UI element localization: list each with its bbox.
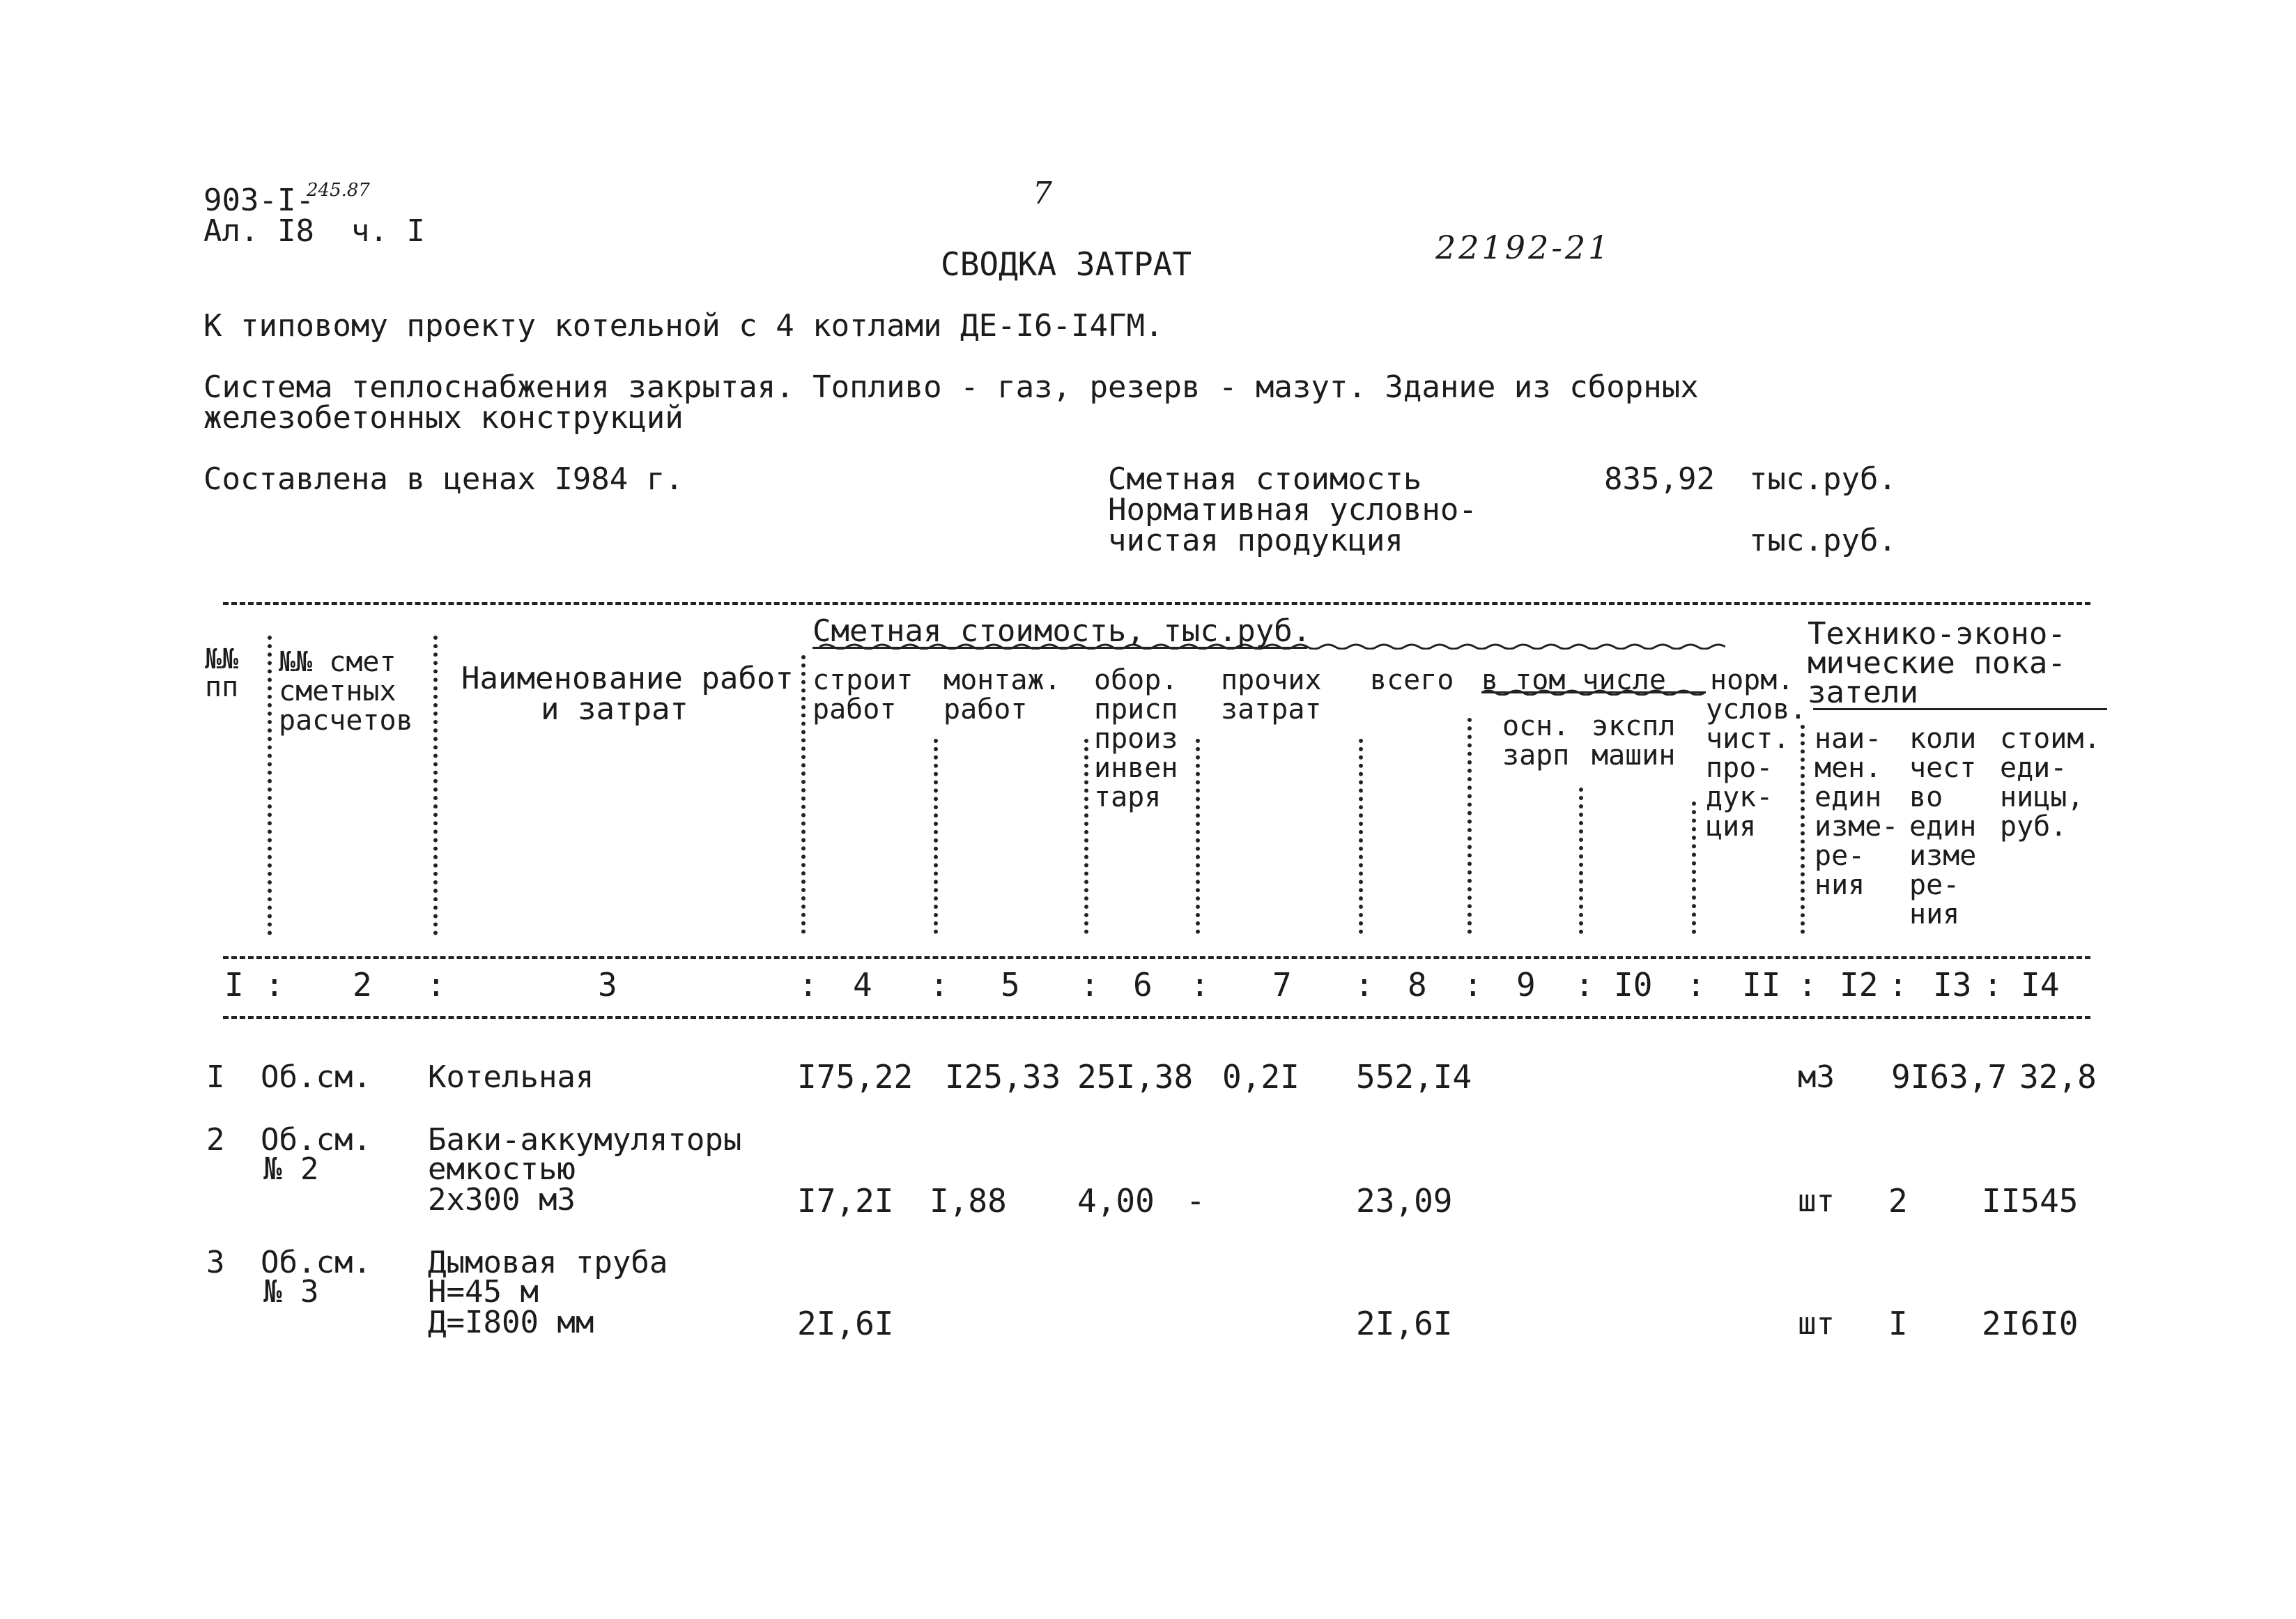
colnum-7: 7 <box>1272 966 1292 1004</box>
document-stamp-number: 22192-21 <box>1435 229 1612 266</box>
hdr-c11-f: ция <box>1706 811 1757 843</box>
sep-6-7 <box>1196 739 1200 934</box>
colnum-sep: : <box>1888 966 1908 1004</box>
hdr-num-b: пп <box>205 671 239 703</box>
colnum-11: II <box>1742 966 1781 1004</box>
hdr-c13-g: ния <box>1909 898 1960 930</box>
hdr-c6-d: инвен <box>1094 752 1178 784</box>
hdr-c12-a: наи- <box>1815 723 1882 755</box>
row-cost-total: 2I,6I <box>1356 1305 1453 1342</box>
colnum-sep: : <box>1463 966 1483 1004</box>
row-number: I <box>206 1059 225 1095</box>
sep-4-5 <box>934 739 938 934</box>
hdr-c10-b: машин <box>1592 739 1676 772</box>
row-cost-other: - <box>1186 1182 1205 1220</box>
row-cost-other: 0,2I <box>1222 1058 1300 1096</box>
row-name: Дымовая труба <box>428 1245 668 1280</box>
row-name: Котельная <box>428 1059 594 1095</box>
hdr-c7-b: затрат <box>1221 693 1322 726</box>
colnum-sep: : <box>1983 966 2003 1004</box>
hdr-c14-a: стоим. <box>2000 723 2101 755</box>
colnum-14: I4 <box>2021 966 2060 1004</box>
colnum-4: 4 <box>853 966 872 1004</box>
row-name: Баки-аккумуляторы <box>428 1122 742 1158</box>
hdr-c11-e: дук- <box>1706 781 1773 813</box>
hdr-cost-group: Сметная стоимость, тыс.руб. <box>812 613 1311 649</box>
sep-9-10 <box>1579 788 1583 934</box>
sep-11-12 <box>1801 725 1805 934</box>
row-quantity: 2 <box>1888 1182 1908 1220</box>
hdr-c8: всего <box>1370 664 1454 696</box>
hdr-c6-e: таря <box>1094 781 1162 813</box>
hdr-c9-b: зарп <box>1502 739 1570 772</box>
hdr-c5-a: монтаж. <box>943 664 1061 696</box>
cost-unit: тыс.руб. <box>1749 461 1897 497</box>
sep-3-4 <box>801 655 806 934</box>
hdr-c11-c: чист. <box>1706 723 1790 755</box>
column-numbers-rule <box>223 1016 2090 1019</box>
colnum-6: 6 <box>1133 966 1153 1004</box>
row-cost-total: 23,09 <box>1356 1182 1453 1220</box>
row-cost-construction: 2I,6I <box>797 1305 894 1342</box>
row-unit-cost: 2I6I0 <box>1982 1305 2079 1342</box>
row-ref: Об.см. <box>261 1122 371 1158</box>
row-ref-number: № 3 <box>263 1274 319 1310</box>
header-bottom-rule <box>223 956 2090 959</box>
colnum-sep: : <box>1080 966 1100 1004</box>
hdr-ref-b: сметных <box>279 675 396 707</box>
sep-7-8 <box>1359 739 1363 934</box>
hdr-tech-group-1: Технико-эконо- <box>1808 616 2066 652</box>
hdr-ref-a: №№ смет <box>279 646 396 678</box>
hdr-c13-e: изме <box>1909 840 1977 872</box>
hdr-c6-b: присп <box>1094 693 1178 726</box>
norm-label-line1: Нормативная условно- <box>1108 492 1477 528</box>
row-ref: Об.см. <box>261 1245 371 1280</box>
hdr-c11-d: про- <box>1706 752 1773 784</box>
hdr-c13-f: ре- <box>1909 869 1960 901</box>
cost-label: Сметная стоимость <box>1108 461 1422 497</box>
prices-year: Составлена в ценах I984 г. <box>203 461 684 497</box>
row-name-line3: Д=I800 мм <box>428 1305 594 1340</box>
hdr-c13-d: един <box>1909 811 1977 843</box>
document-title: СВОДКА ЗАТРАТ <box>941 245 1192 283</box>
colnum-12: I2 <box>1840 966 1879 1004</box>
colnum-sep: : <box>1798 966 1817 1004</box>
row-cost-installation: I25,33 <box>945 1058 1061 1096</box>
row-unit-cost: 32,8 <box>2019 1058 2097 1096</box>
row-cost-construction: I75,22 <box>797 1058 914 1096</box>
row-ref: Об.см. <box>261 1059 371 1095</box>
colnum-sep: : <box>265 966 284 1004</box>
row-unit: шт <box>1798 1306 1835 1342</box>
row-ref-number: № 2 <box>263 1151 319 1187</box>
colnum-sep: : <box>930 966 949 1004</box>
colnum-sep: : <box>1190 966 1210 1004</box>
hdr-incl: в том числе <box>1481 664 1666 696</box>
hdr-c9-a: осн. <box>1502 710 1570 742</box>
sep-10-11 <box>1692 801 1696 934</box>
colnum-9: 9 <box>1516 966 1536 1004</box>
table-top-rule <box>223 602 2090 605</box>
hdr-c14-d: руб. <box>2000 811 2067 843</box>
colnum-5: 5 <box>1001 966 1020 1004</box>
hdr-c13-a: коли <box>1909 723 1977 755</box>
hdr-c12-c: един <box>1815 781 1882 813</box>
cost-value: 835,92 <box>1604 461 1715 497</box>
row-number: 2 <box>206 1122 225 1158</box>
hdr-c12-f: ния <box>1815 869 1865 901</box>
row-name-line3: 2х300 м3 <box>428 1182 576 1218</box>
row-number: 3 <box>206 1245 225 1280</box>
hdr-c12-b: мен. <box>1815 752 1882 784</box>
row-name-line2: Н=45 м <box>428 1274 539 1310</box>
row-quantity: 9I63,7 <box>1891 1058 2008 1096</box>
hdr-c10-a: экспл <box>1592 710 1676 742</box>
system-description-line2: железобетонных конструкций <box>203 400 684 436</box>
row-name-line2: емкостью <box>428 1151 576 1187</box>
colnum-sep: : <box>1575 966 1594 1004</box>
row-quantity: I <box>1888 1305 1908 1342</box>
hdr-c6-c: произ <box>1094 723 1178 755</box>
hdr-tech-group-2: мические пока- <box>1808 645 2066 681</box>
system-description-line1: Система теплоснабжения закрытая. Топливо - газ, резерв - мазут. Здание из сборных <box>203 369 1699 405</box>
doc-code-handwritten: 245.87 <box>307 180 370 201</box>
row-unit: шт <box>1798 1183 1835 1219</box>
colnum-2: 2 <box>353 966 372 1004</box>
hdr-c11-b: услов. <box>1706 693 1807 726</box>
sep-2-3 <box>433 636 438 935</box>
colnum-8: 8 <box>1408 966 1427 1004</box>
colnum-sep: : <box>1355 966 1374 1004</box>
colnum-13: I3 <box>1933 966 1972 1004</box>
album-label: Ал. I8 ч. I <box>203 213 425 249</box>
row-unit: м3 <box>1798 1059 1835 1095</box>
hdr-ref-c: расчетов <box>279 705 413 737</box>
page-number: 7 <box>1033 176 1052 211</box>
norm-unit: тыс.руб. <box>1749 523 1897 558</box>
hdr-c5-b: работ <box>943 693 1028 726</box>
hdr-c4-a: строит <box>812 664 914 696</box>
colnum-3: 3 <box>598 966 617 1004</box>
sep-5-6 <box>1084 739 1088 934</box>
colnum-1: I <box>224 966 244 1004</box>
row-cost-construction: I7,2I <box>797 1182 894 1220</box>
project-line: К типовому проекту котельной с 4 котлами ДЕ-I6-I4ГМ. <box>203 308 1164 344</box>
colnum-sep: : <box>799 966 818 1004</box>
row-cost-equipment: 25I,38 <box>1077 1058 1194 1096</box>
hdr-c13-c: во <box>1909 781 1943 813</box>
colnum-sep: : <box>426 966 446 1004</box>
sep-8-9 <box>1467 718 1472 934</box>
colnum-sep: : <box>1686 966 1706 1004</box>
hdr-num-a: №№ <box>205 643 239 675</box>
hdr-c14-c: ницы, <box>2000 781 2084 813</box>
hdr-c12-e: ре- <box>1815 840 1865 872</box>
hdr-c4-b: работ <box>812 693 897 726</box>
hdr-c13-b: чест <box>1909 752 1977 784</box>
sep-1-2 <box>268 636 272 935</box>
hdr-name-a: Наименование работ <box>461 661 794 696</box>
row-cost-total: 552,I4 <box>1356 1058 1472 1096</box>
hdr-c11-a: норм. <box>1710 664 1794 696</box>
hdr-c12-d: изме- <box>1815 811 1899 843</box>
row-cost-installation: I,88 <box>930 1182 1007 1220</box>
hdr-c6-a: обор. <box>1094 664 1178 696</box>
colnum-10: I0 <box>1614 966 1653 1004</box>
norm-label-line2: чистая продукция <box>1108 523 1403 558</box>
row-cost-equipment: 4,00 <box>1077 1182 1155 1220</box>
hdr-c14-b: еди- <box>2000 752 2067 784</box>
doc-code: 903-I- <box>203 183 314 218</box>
hdr-name-b: и затрат <box>541 691 688 727</box>
hdr-c7-a: прочих <box>1221 664 1322 696</box>
row-unit-cost: II545 <box>1982 1182 2079 1220</box>
hdr-tech-group-3: затели <box>1808 675 1918 710</box>
